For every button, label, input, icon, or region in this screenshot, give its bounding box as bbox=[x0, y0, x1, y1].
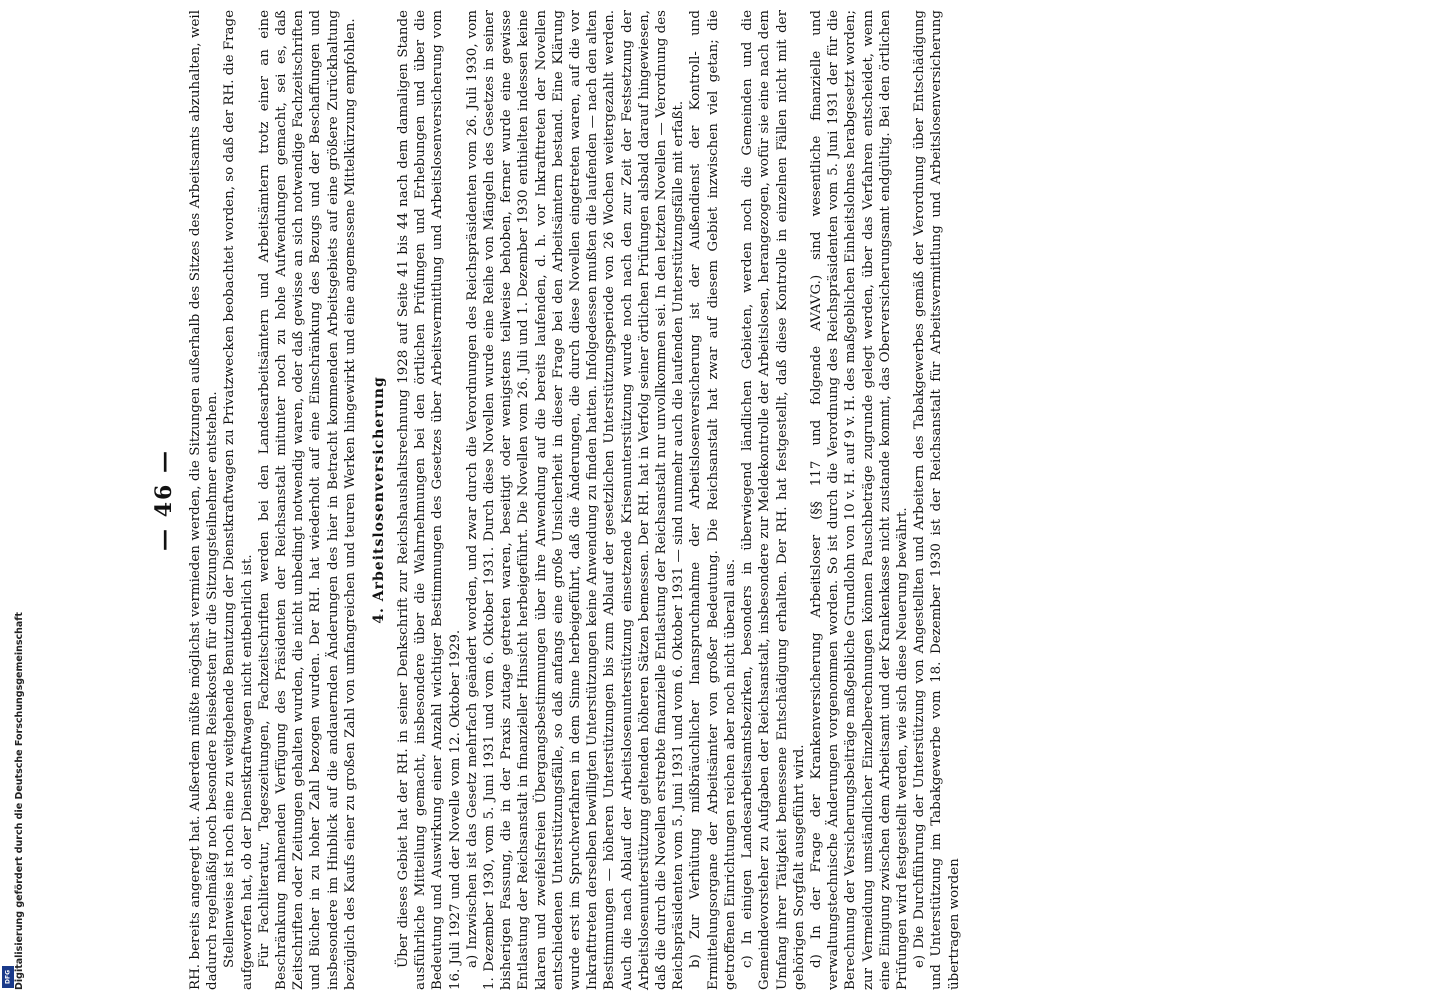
dfg-logo-text: DFG bbox=[4, 970, 12, 985]
digitization-note: Digitalisierung gefördert durch die Deutsche Forschungsgemeinschaft bbox=[14, 612, 25, 990]
paragraph: Für Fachliteratur, Tageszeitungen, Fachzeitschriften werden bei den Landesarbeitsämtern und Arbeitsämtern trotz einer an eine Beschränkung mahnenden Verfügung des Präsidenten der Reichsanstalt mitunter noch zu hohe Aufwendungen gemacht, sei es, daß Zeitschriften oder Zeitungen gehalten wurden, die nicht unbedingt notwendig waren, oder daß gewisse an sich notwendige Fachzeitschriften und Bücher in zu hoher Zahl bezogen wurden. Der RH. hat wiederholt auf eine Einschränkung des Bezugs und der Beschaffungen und insbesondere im Hinblick auf die andauernden Änderungen des hier in Betracht kommenden Arbeitsgebiets auf eine größere Zurückhaltung bezüglich des Kaufs einer zu großen Zahl von umfangreichen und teuren Werken hingewirkt und eine angemessene Mittelkürzung empfohlen. bbox=[256, 10, 358, 990]
paragraph: RH. bereits angeregt hat. Außerdem müßte möglichst vermieden werden, die Sitzungen außerhalb des Sitzes des Arbeitsamts abzuhalten, weil dadurch regelmäßig noch besondere Reisekosten für die Sitzungsteilnehmer entstehen. bbox=[188, 10, 221, 990]
paragraph: Über dieses Gebiet hat der RH. in seiner Denkschrift zur Reichshaushaltsrechnung 1928 auf Seite 41 bis 44 nach dem damaligen Stande ausführliche Mitteilung gemacht, insbesondere über die Wahrnehmungen bei den örtlichen Prüfungen und Erhebungen und über die Bedeutung und Auswirkung einer Anzahl wichtiger Bestimmungen des Gesetzes über Arbeitsvermittlung und Arbeitslosenversicherung vom 16. Juli 1927 und der Novelle vom 12. Oktober 1929. bbox=[396, 10, 463, 990]
paragraph: a) Inzwischen ist das Gesetz mehrfach geändert worden, und zwar durch die Verordnungen des Reichspräsidenten vom 26. Juli 1930, vom 1. Dezember 1930, vom 5. Juni 1931 und vom 6. Oktober 1931. Durch diese Novellen wurde eine Reihe von Mängeln des Gesetzes in seiner bisherigen Fassung, die in der Praxis zutage getreten waren, beseitigt oder wenigstens teilweise behoben, ferner wurde eine gewisse Entlastung der Reichsanstalt in finanzieller Hinsicht herbeigeführt. Die Novellen vom 26. Juli und 1. Dezember 1930 enthielten indessen keine klaren und zweifelsfreien Übergangsbestimmungen über ihre Anwendung auf die bereits laufenden, d. h. vor Inkrafttreten der Novellen entschiedenen Unterstützungsfälle, so daß anfangs eine große Unsicherheit in dieser Frage bei den Arbeitsämtern bestand. Eine Klärung wurde erst im Spruchverfahren in dem Sinne herbeigeführt, daß die Änderungen, die durch diese Novellen eingetreten waren, auf die vor Inkrafttreten derselben bewilligten Unterstützungen keine Anwendung zu finden hatten. Infolgedessen mußten die laufenden — nach den alten Bestimmungen — höheren Unterstützungen bis zum Ablauf der gesetzlichen Unterstützungsperiode von 26 Wochen weitergezahlt werden. Auch die nach Ablauf der Arbeitslosenunterstützung einsetzende Krisenunterstützung wurde noch nach den zur Zeit der Festsetzung der Arbeitslosenunterstützung geltenden höheren Sätzen bemessen. Der RH. hat in Verfolg seiner örtlichen Prüfungen alsbald darauf hingewiesen, daß die durch die Novellen erstrebte finanzielle Entlastung der Reichsanstalt nur unvollkommen sei. In den letzten Novellen — Verordnung des Reichspräsidenten vom 5. Juni 1931 und vom 6. Oktober 1931 — sind nunmehr auch die laufenden Unterstützungsfälle mit erfaßt. bbox=[464, 10, 687, 990]
paragraph: c) In einigen Landesarbeitsamtsbezirken, besonders in überwiegend ländlichen Gebieten, werden noch die Gemeinden und die Gemeindevorsteher zu Aufgaben der Reichsanstalt, insbesondere zur Meldekontrolle der Arbeitslosen, herangezogen, wofür sie eine nach dem Umfang ihrer Tätigkeit bemessene Entschädigung erhalten. Der RH. hat festgestellt, daß diese Kontrolle in einzelnen Fällen nicht mit der gehörigen Sorgfalt ausgeführt wird. bbox=[740, 10, 807, 990]
paragraph: b) Zur Verhütung mißbräuchlicher Inanspruchnahme der Arbeitslosenversicherung ist der Außendienst der Kontroll- und Ermittelungsorgane der Arbeitsämter von großer Bedeutung. Die Reichsanstalt hat zwar auf diesem Gebiet inzwischen viel getan; die getroffenen Einrichtungen reichen aber noch nicht überall aus. bbox=[688, 10, 738, 990]
paragraph: Stellenweise ist noch eine zu weitgehende Benutzung der Dienstkraftwagen zu Privatzwecken beobachtet worden, so daß der RH. die Frage aufgeworfen hat, ob der Dienstkraftwagen nicht entbehrlich ist. bbox=[222, 10, 255, 990]
rotated-page bbox=[137, 10, 1337, 990]
page-content bbox=[137, 10, 1337, 990]
dfg-logo bbox=[2, 966, 14, 988]
paragraph: d) In der Frage der Krankenversicherung Arbeitsloser (§§ 117 und folgende AVAVG.) sind wesentliche finanzielle und verwaltungstechnische Änderungen vorgenommen worden. So ist durch die Verordnung des Reichspräsidenten vom 5. Juni 1931 der für die Berechnung der Versicherungsbeiträge maßgebliche Grundlohn von 10 v. H. auf 9 v. H. des maßgeblichen Einheitslohnes herabgesetzt worden; zur Vermeidung umständlicher Einzelberechnungen können Pauschbeträge zugrunde gelegt werden, über das Verfahren entscheidet, wenn eine Einigung zwischen dem Arbeitsamt und der Krankenkasse nicht zustande kommt, das Oberversicherungsamt endgültig. Bei den örtlichen Prüfungen wird festgestellt werden, wie sich diese Neuerung bewährt. bbox=[808, 10, 910, 990]
digitization-sidebar bbox=[0, 0, 25, 1000]
paragraph: e) Die Durchführung der Unterstützung von Angestellten und Arbeitern des Tabakgewerbes gemäß der Verordnung über Entschädigung und Unterstützung im Tabakgewerbe vom 18. Dezember 1930 ist der Reichsanstalt für Arbeitsvermittlung und Arbeitslosenversicherung übertragen worden bbox=[912, 10, 962, 990]
section-heading: 4. Arbeitslosenversicherung bbox=[371, 376, 388, 624]
page-number: — 46 — bbox=[151, 449, 177, 551]
